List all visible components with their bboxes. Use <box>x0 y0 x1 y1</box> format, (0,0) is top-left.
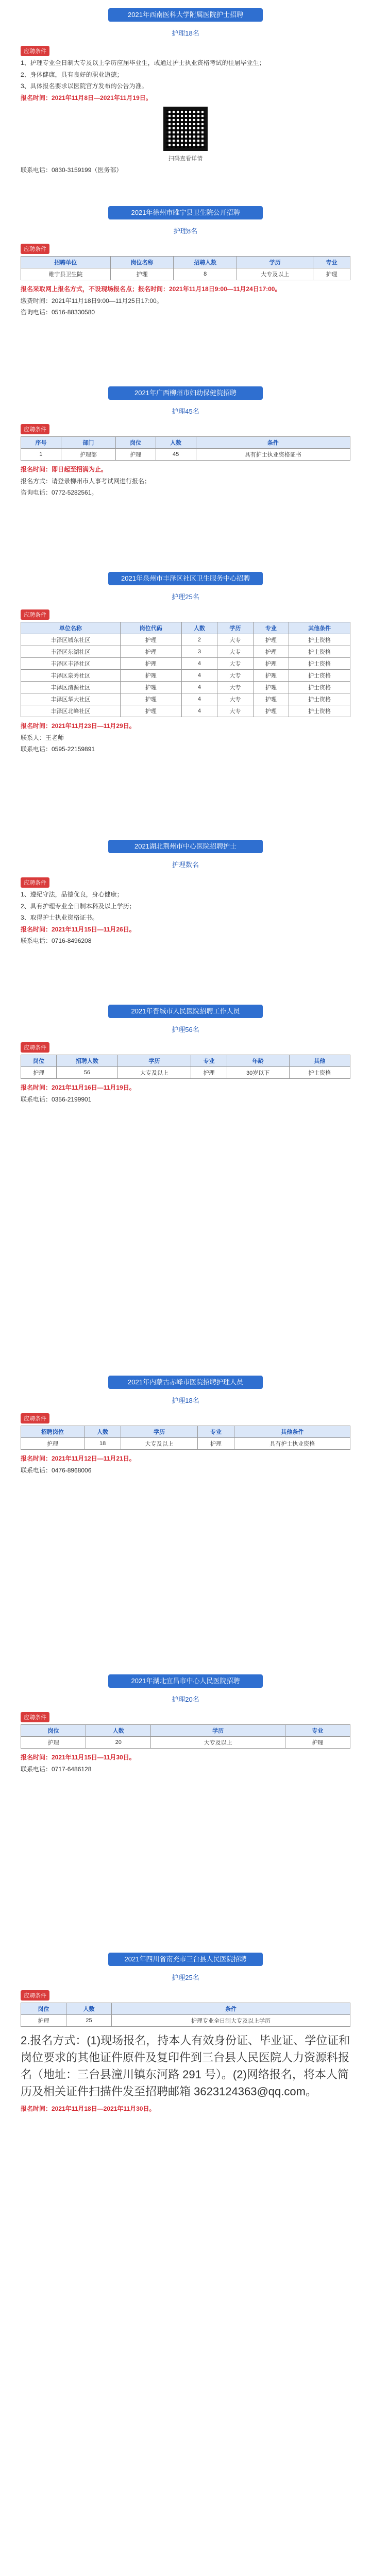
position-count: 护理20名 <box>172 1696 199 1703</box>
position-count: 护理25名 <box>172 593 199 601</box>
table-cell: 大专及以上 <box>151 1737 285 1749</box>
table-cell: 护理 <box>120 693 181 705</box>
requirement-line: 联系电话：0595-22159891 <box>21 745 95 753</box>
requirements-tag: 应聘条件 <box>21 1042 49 1053</box>
table-header: 岗位名称 <box>110 257 174 268</box>
table-cell: 护理 <box>120 705 181 717</box>
table-cell: 大专 <box>217 682 254 693</box>
table-cell: 具有护士执业资格 <box>234 1438 350 1450</box>
table-header: 专业 <box>197 1426 234 1438</box>
positions-table <box>21 436 350 461</box>
table-cell: 4 <box>181 670 217 682</box>
table-header: 人数 <box>156 437 196 449</box>
table-cell: 丰泽区城东社区 <box>21 634 121 646</box>
table-header: 其他条件 <box>234 1426 350 1438</box>
table-row <box>21 682 350 693</box>
table-cell: 4 <box>181 658 217 670</box>
table-cell: 护士资格 <box>289 1067 350 1079</box>
table-cell: 2 <box>181 634 217 646</box>
table-header: 学历 <box>151 1725 285 1737</box>
table-cell: 护理 <box>197 1438 234 1450</box>
position-count: 护理45名 <box>172 408 199 415</box>
job-section <box>21 201 350 371</box>
table-row <box>21 1067 350 1079</box>
section-banner: 2021年西南医科大学附属医院护士招聘 <box>108 8 263 22</box>
table-header: 人数 <box>66 2003 112 2015</box>
table-header: 岗位 <box>21 2003 66 2015</box>
table-cell: 具有护士执业资格证书 <box>196 449 350 461</box>
qr-note: 扫码查看详情 <box>168 156 203 162</box>
positions-table <box>21 1055 350 1079</box>
registration-time: 报名时间：2021年11月8日—2021年11月19日。 <box>21 94 152 101</box>
table-cell: 4 <box>181 682 217 693</box>
table-row <box>21 705 350 717</box>
table-row <box>21 2015 350 2027</box>
table-header: 学历 <box>117 1055 191 1067</box>
job-section <box>21 381 350 551</box>
table-cell: 护士资格 <box>289 693 350 705</box>
contact-info: 联系电话：0717-6486128 <box>21 1765 92 1773</box>
table-cell: 大专 <box>217 658 254 670</box>
table-cell: 护理 <box>253 646 289 658</box>
table-cell: 大专及以上 <box>117 1067 191 1079</box>
requirement-line: 咨询电话：0772-5282561。 <box>21 489 98 497</box>
table-cell: 丰泽区东湖社区 <box>21 646 121 658</box>
table-cell: 护理 <box>120 682 181 693</box>
requirement-line: 1、遵纪守法，品德优良，身心健康； <box>21 891 123 898</box>
requirement-line: 1、护理专业全日制大专及以上学历应届毕业生，或通过护士执业资格考试的往届毕业生； <box>21 59 265 66</box>
table-header: 年龄 <box>227 1055 289 1067</box>
requirement-line: 2、身体健康，具有良好的职业道德； <box>21 71 123 78</box>
table-cell: 大专及以上 <box>237 268 313 280</box>
table-cell: 1 <box>21 449 61 461</box>
positions-table <box>21 256 350 280</box>
requirement-line: 联系人：王老师 <box>21 734 64 741</box>
table-cell: 护士资格 <box>289 682 350 693</box>
requirements-tag: 应聘条件 <box>21 1712 49 1722</box>
table-header: 其他 <box>289 1055 350 1067</box>
registration-time: 报名时间：即日起至招满为止。 <box>21 466 108 473</box>
position-count: 护理18名 <box>172 1397 199 1404</box>
table-cell: 护理 <box>253 670 289 682</box>
job-section <box>21 567 350 824</box>
table-row <box>21 693 350 705</box>
table-cell: 丰泽区清源社区 <box>21 682 121 693</box>
positions-table <box>21 622 350 717</box>
table-cell: 护理 <box>313 268 350 280</box>
registration-method: 2.报名方式：(1)现场报名，持本人有效身份证、毕业证、学位证和岗位要求的其他证件原件及复印件到三台县人民医院人力资源科报名（地址：三台县潼川镇东河路 291 号）。(2)网络报名，将本人简历及相关证件扫描件发至招聘邮箱 3623124363@qq.com。 <box>21 2034 350 2098</box>
requirement-line: 报名方式：请登录柳州市人事考试网进行报名； <box>21 477 151 485</box>
table-cell: 护理 <box>115 449 156 461</box>
table-header: 招聘人数 <box>57 1055 117 1067</box>
position-count: 护理数名 <box>172 861 199 869</box>
table-header: 招聘人数 <box>174 257 237 268</box>
table-header: 岗位代码 <box>120 622 181 634</box>
table-header: 岗位 <box>115 437 156 449</box>
section-banner: 2021年徐州市睢宁县卫生院公开招聘 <box>108 206 263 219</box>
positions-table <box>21 2003 350 2027</box>
table-row <box>21 646 350 658</box>
contact-info: 咨询电话：0516-88330580 <box>21 309 95 316</box>
table-cell: 护理 <box>253 705 289 717</box>
table-cell: 丰泽区丰泽社区 <box>21 658 121 670</box>
table-header: 学历 <box>121 1426 197 1438</box>
table-cell: 护理 <box>120 670 181 682</box>
table-cell: 56 <box>57 1067 117 1079</box>
table-cell: 护理专业全日制大专及以上学历 <box>112 2015 350 2027</box>
requirements-tag: 应聘条件 <box>21 877 49 888</box>
contact-info: 联系电话：0830-3159199（医务部） <box>21 166 123 174</box>
table-cell: 护理 <box>21 1067 57 1079</box>
registration-time: 报名时间：2021年11月15日—11月26日。 <box>21 925 136 933</box>
requirements-tag: 应聘条件 <box>21 1990 49 2001</box>
table-row <box>21 658 350 670</box>
table-header: 岗位 <box>21 1055 57 1067</box>
table-row <box>21 268 350 280</box>
table-cell: 大专及以上 <box>121 1438 197 1450</box>
job-section <box>21 1669 350 1937</box>
table-cell: 睢宁县卫生院 <box>21 268 111 280</box>
table-cell: 丰泽区北峰社区 <box>21 705 121 717</box>
job-section <box>21 999 350 1360</box>
table-cell: 大专 <box>217 670 254 682</box>
requirements-tag: 应聘条件 <box>21 244 49 254</box>
job-section <box>21 3 350 189</box>
contact-info: 联系电话：0476-8968006 <box>21 1466 92 1474</box>
table-header: 单位名称 <box>21 622 121 634</box>
positions-table <box>21 1426 350 1450</box>
section-banner: 2021年泉州市丰泽区社区卫生服务中心招聘 <box>108 572 263 585</box>
positions-table <box>21 1724 350 1749</box>
registration-time: 报名时间：2021年11月23日—11月29日。 <box>21 722 136 730</box>
section-banner: 2021年广西柳州市妇幼保健院招聘 <box>108 386 263 400</box>
table-cell: 护理 <box>120 658 181 670</box>
job-section <box>21 1947 350 2576</box>
table-cell: 25 <box>66 2015 112 2027</box>
table-cell: 护理 <box>120 634 181 646</box>
table-header: 部门 <box>61 437 115 449</box>
table-header: 招聘岗位 <box>21 1426 85 1438</box>
table-cell: 大专 <box>217 705 254 717</box>
table-cell: 护理 <box>253 693 289 705</box>
table-header: 招聘单位 <box>21 257 111 268</box>
table-header: 专业 <box>313 257 350 268</box>
registration-time: 报名时间：2021年11月16日—11月19日。 <box>21 1084 136 1091</box>
table-header: 条件 <box>112 2003 350 2015</box>
requirement-line: 3、具体报名要求以医院官方发布的公告为准。 <box>21 82 148 90</box>
table-cell: 护理 <box>21 1737 86 1749</box>
position-count: 护理25名 <box>172 1974 199 1981</box>
table-row <box>21 634 350 646</box>
table-cell: 护理 <box>253 682 289 693</box>
table-header: 学历 <box>217 622 254 634</box>
table-cell: 护士资格 <box>289 705 350 717</box>
table-cell: 护士资格 <box>289 634 350 646</box>
registration-time: 报名时间：2021年11月15日—11月30日。 <box>21 1754 136 1761</box>
job-section <box>21 835 350 989</box>
table-cell: 8 <box>174 268 237 280</box>
contact-info: 联系电话：0716-8496208 <box>21 937 92 945</box>
table-header: 其他条件 <box>289 622 350 634</box>
table-row <box>21 1438 350 1450</box>
table-cell: 大专 <box>217 693 254 705</box>
table-cell: 护理 <box>253 658 289 670</box>
table-cell: 护理 <box>110 268 174 280</box>
table-cell: 18 <box>84 1438 121 1450</box>
table-header: 专业 <box>191 1055 227 1067</box>
table-cell: 护理部 <box>61 449 115 461</box>
table-row <box>21 1737 350 1749</box>
registration-time: 报名采取网上报名方式，不设现场报名点；报名时间：2021年11月18日9:00—11月24日17:00。 <box>21 285 281 293</box>
table-cell: 护理 <box>120 646 181 658</box>
table-header: 人数 <box>84 1426 121 1438</box>
section-banner: 2021湖北荆州市中心医院招聘护士 <box>108 840 263 853</box>
section-banner: 2021年四川省南充市三台县人民医院招聘 <box>108 1953 263 1966</box>
section-banner: 2021年晋城市人民医院招聘工作人员 <box>108 1005 263 1018</box>
job-section <box>21 1370 350 1659</box>
table-cell: 护理 <box>285 1737 350 1749</box>
table-header: 专业 <box>253 622 289 634</box>
table-cell: 护理 <box>21 1438 85 1450</box>
qr-code-icon <box>163 107 208 151</box>
position-count: 护理18名 <box>172 29 199 37</box>
section-banner: 2021年湖北宜昌市中心人民医院招聘 <box>108 1674 263 1688</box>
requirements-tag: 应聘条件 <box>21 1413 49 1423</box>
table-cell: 大专 <box>217 634 254 646</box>
table-cell: 4 <box>181 705 217 717</box>
table-header: 人数 <box>86 1725 151 1737</box>
table-header: 条件 <box>196 437 350 449</box>
requirement-line: 2、具有护理专业全日制本科及以上学历； <box>21 902 136 910</box>
requirement-line: 3、取得护士执业资格证书。 <box>21 914 98 922</box>
table-cell: 护士资格 <box>289 670 350 682</box>
table-header: 学历 <box>237 257 313 268</box>
table-header: 专业 <box>285 1725 350 1737</box>
table-row <box>21 449 350 461</box>
section-banner: 2021年内蒙古赤峰市医院招聘护理人员 <box>108 1376 263 1389</box>
requirement-line: 缴费时间：2021年11月18日9:00—11月25日17:00。 <box>21 297 163 304</box>
table-cell: 4 <box>181 693 217 705</box>
position-count: 护理8名 <box>173 227 198 235</box>
requirements-tag: 应聘条件 <box>21 609 49 620</box>
table-cell: 3 <box>181 646 217 658</box>
table-cell: 20 <box>86 1737 151 1749</box>
table-cell: 护理 <box>21 2015 66 2027</box>
table-header: 岗位 <box>21 1725 86 1737</box>
registration-time: 报名时间：2021年11月12日—11月21日。 <box>21 1455 136 1462</box>
table-header: 人数 <box>181 622 217 634</box>
requirements-tag: 应聘条件 <box>21 424 49 434</box>
table-cell: 大专 <box>217 646 254 658</box>
table-cell: 丰泽区泉秀社区 <box>21 670 121 682</box>
table-cell: 护士资格 <box>289 646 350 658</box>
table-cell: 45 <box>156 449 196 461</box>
position-count: 护理56名 <box>172 1026 199 1033</box>
table-header: 序号 <box>21 437 61 449</box>
registration-time: 报名时间：2021年11月18日—2021年11月30日。 <box>21 2105 156 2112</box>
table-cell: 护理 <box>253 634 289 646</box>
table-cell: 护士资格 <box>289 658 350 670</box>
table-cell: 丰泽区华大社区 <box>21 693 121 705</box>
requirements-tag: 应聘条件 <box>21 46 49 56</box>
table-row <box>21 670 350 682</box>
contact-info: 联系电话：0356-2199901 <box>21 1095 92 1103</box>
table-cell: 护理 <box>191 1067 227 1079</box>
table-cell: 30岁以下 <box>227 1067 289 1079</box>
